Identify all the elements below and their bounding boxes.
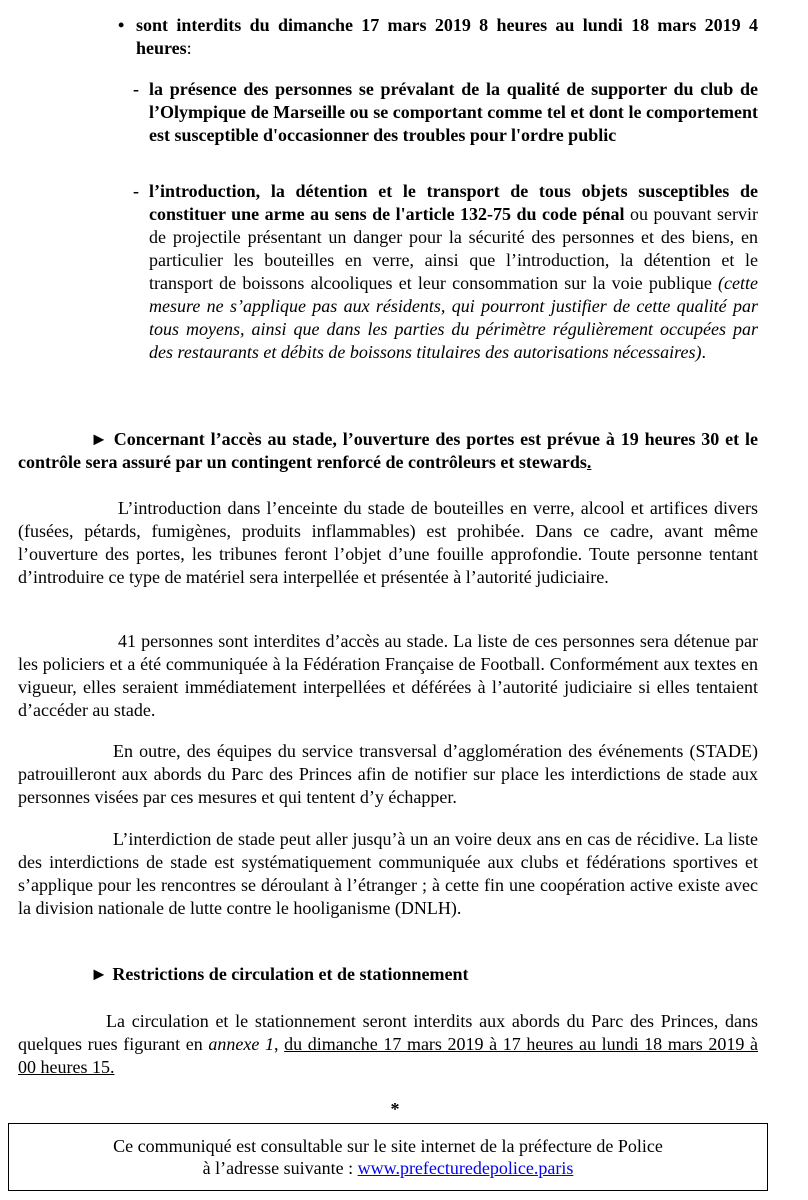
dash-objects-end: . bbox=[701, 342, 706, 362]
dash-objects-bold: l’introduction, la détention et le transport de tous objets susceptibles de constituer une arme au sens de l'article 132-75 du code pénal bbox=[149, 181, 758, 224]
arrow-icon: ► bbox=[90, 429, 108, 449]
annex-reference: annexe 1 bbox=[208, 1034, 274, 1054]
footer-line-1: Ce communiqué est consultable sur le site internet de la préfecture de Police bbox=[113, 1136, 663, 1156]
dash-marker: - bbox=[133, 181, 139, 201]
paragraph-ban-duration: L’interdiction de stade peut aller jusqu’à un an voire deux ans en cas de récidive. La liste des interdictions de stade est systématiquement communiquée aux clubs et fédérations sportives et s’applique pour les rencontres se déroulant à l’étranger ; à cette fin une coopération active existe avec la division nationale de lutte contre le hooliganisme (DNLH). bbox=[18, 829, 758, 918]
dash-item-supporters bbox=[133, 78, 758, 147]
circulation-heading bbox=[90, 963, 760, 986]
circulation-text-start: La circulation et le stationnement seront interdits aux abords du Parc des Princes, dans quelques rues figurant en bbox=[18, 1011, 758, 1054]
paragraph-stade-teams: En outre, des équipes du service transversal d’agglomération des événements (STADE) patrouilleront aux abords du Parc des Princes afin de notifier sur place les interdictions de stade aux personnes visées par ces mesures et qui tentent d’y échapper. bbox=[18, 741, 758, 807]
paragraph-bottles: L’introduction dans l’enceinte du stade de bouteilles en verre, alcool et artifices divers (fusées, pétards, fumigènes, produits inflammables) est prohibée. Dans ce cadre, avant même l’ouverture des portes, les tribunes feront l’objet d’une fouille approfondie. Toute personne tentant d’introduire ce type de matériel sera interpellée et présentée à l’autorité judiciaire. bbox=[18, 498, 758, 587]
dash-text-objects bbox=[149, 180, 758, 364]
asterisk-separator: * bbox=[390, 1099, 400, 1119]
stade-heading-text: Concernant l’accès au stade, l’ouverture des portes est prévue à 19 heures 30 et le contrôle sera assuré par un contingent renforcé de contrôleurs et stewards bbox=[18, 429, 759, 472]
dash-objects-italic: (cette mesure ne s’applique pas aux résidents, qui pourront justifier de cette qualité par tous moyens, ainsi que dans les parties du périmètre régulièrement occupées par des restaurants et débits de boissons titulaires des autorisations nécessaires) bbox=[149, 273, 758, 362]
paragraph-banned-persons: 41 personnes sont interdites d’accès au stade. La liste de ces personnes sera détenue par les policiers et a été communiquée à la Fédération Française de Football. Conformément aux textes en vigueur, elles seraient immédiatement interpellées et déférées à l’autorité judiciaire si elles tentaient d’accéder au stade. bbox=[18, 631, 758, 720]
stade-heading bbox=[18, 428, 758, 474]
bullet-colon: : bbox=[186, 38, 192, 58]
circulation-comma: , bbox=[274, 1034, 285, 1054]
prefecture-website-link[interactable]: www.prefecturedepolice.paris bbox=[357, 1158, 574, 1178]
circulation-dates: du dimanche 17 mars 2019 à 17 heures au lundi 18 mars 2019 à 00 heures 15. bbox=[18, 1034, 759, 1077]
footer-line-2-prefix: à l’adresse suivante : bbox=[202, 1158, 358, 1178]
dash-item-objects bbox=[133, 180, 758, 364]
paragraph-circulation bbox=[18, 1010, 758, 1079]
bullet-marker: • bbox=[118, 15, 125, 35]
bullet-item bbox=[118, 14, 758, 60]
arrow-icon: ► bbox=[90, 964, 108, 984]
circulation-heading-text: Restrictions de circulation et de stationnement bbox=[112, 964, 469, 984]
footer-box bbox=[8, 1123, 768, 1191]
dash-objects-normal: ou pouvant servir de projectile présentant un danger pour la sécurité des personnes et des biens, en particulier les bouteilles en verre, ainsi que l’introduction, la détention et le transport de boissons alcooliques et leur consommation sur la voie publique bbox=[149, 204, 758, 293]
dash-marker: - bbox=[133, 79, 139, 99]
stade-heading-end: . bbox=[586, 452, 592, 472]
bullet-lead: sont interdits du dimanche 17 mars 2019 8 heures au lundi 18 mars 2019 4 heures bbox=[136, 15, 758, 58]
footer-line-2 bbox=[9, 1157, 767, 1179]
bullet-text bbox=[136, 14, 758, 60]
dash-text-supporters: la présence des personnes se prévalant de la qualité de supporter du club de l’Olympique de Marseille ou se comportant comme tel et dont le comportement est susceptible d'occasionner des troubles pour l'ordre public bbox=[149, 79, 758, 145]
